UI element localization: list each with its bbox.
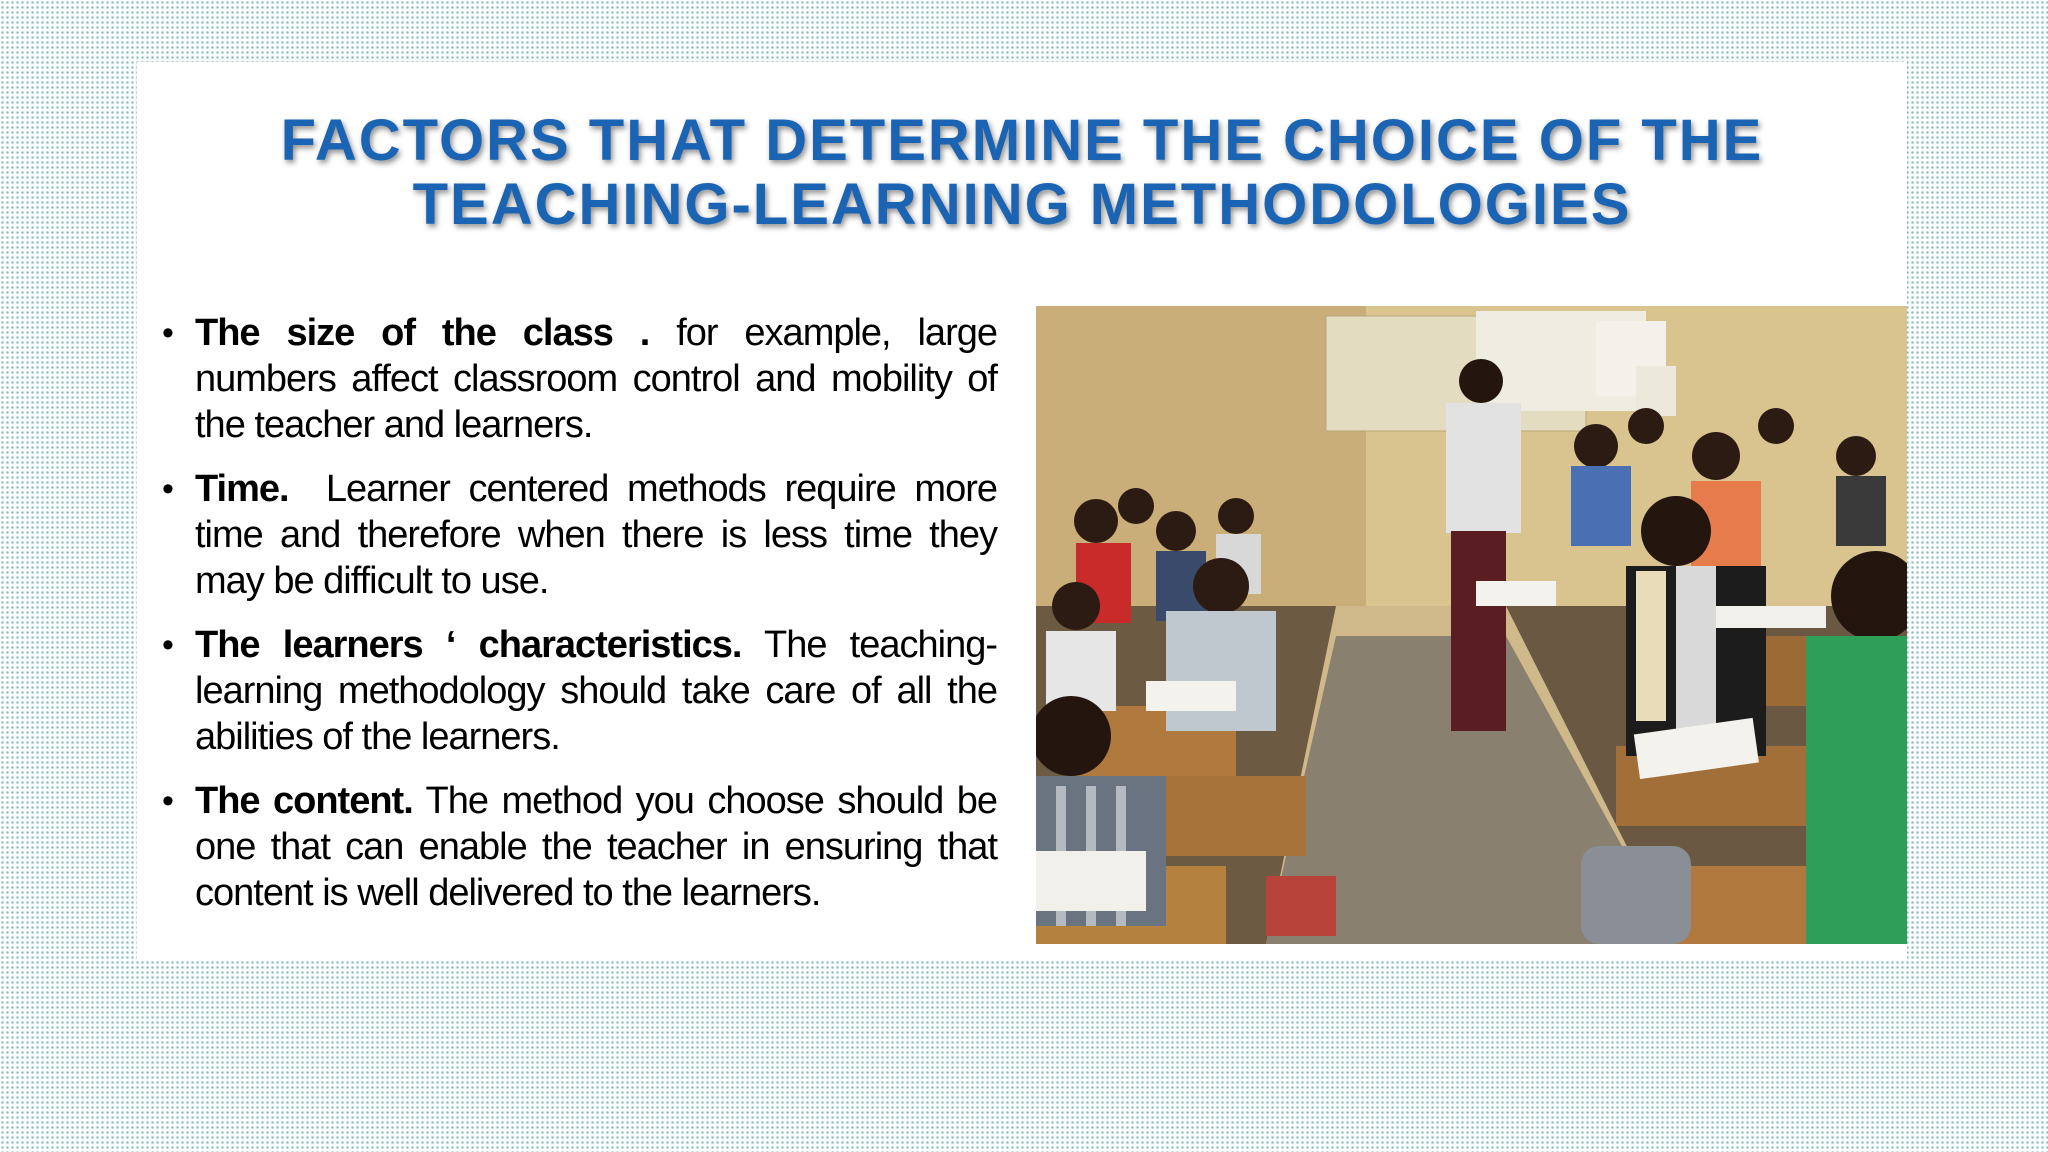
bullet-list [162, 310, 1007, 934]
bullet-heading: The size of the class . [195, 312, 650, 354]
bullet-item-learner-characteristics [162, 622, 997, 760]
bullet-text: for example, large numbers affect classroom control and mobility of the teacher and learners. [195, 312, 997, 446]
bullet-item-time [162, 466, 1007, 604]
bullet-heading: The content. [195, 780, 413, 822]
classroom-photo [1036, 306, 1907, 944]
bullet-marker: • [162, 782, 173, 820]
bullet-item-content [162, 778, 997, 916]
bullet-heading: Time. [195, 468, 289, 510]
title-panel [137, 62, 1907, 286]
bullet-marker: • [162, 314, 173, 352]
slide-title [137, 109, 1907, 237]
bullet-item-class-size [162, 310, 997, 448]
content-panel [137, 286, 1907, 960]
bullet-text: Learner centered methods require more time and therefore when there is less time they may be difficult to use. [195, 468, 1007, 602]
classroom-photo-illustration [1036, 306, 1907, 944]
bullet-text: The teaching-learning methodology should take care of all the abilities of the learners. [195, 624, 998, 758]
bullet-text: The method you choose should be one that can enable the teacher in ensuring that content is well delivered to the learners. [195, 780, 998, 914]
bullet-marker: • [162, 626, 173, 664]
title-line-2: TEACHING-LEARNING METHODOLOGIES [412, 172, 1632, 237]
bullet-marker: • [162, 470, 173, 508]
title-line-1: FACTORS THAT DETERMINE THE CHOICE OF THE [280, 108, 1764, 173]
bullet-heading: The learners ‘ characteristics. [195, 624, 742, 666]
